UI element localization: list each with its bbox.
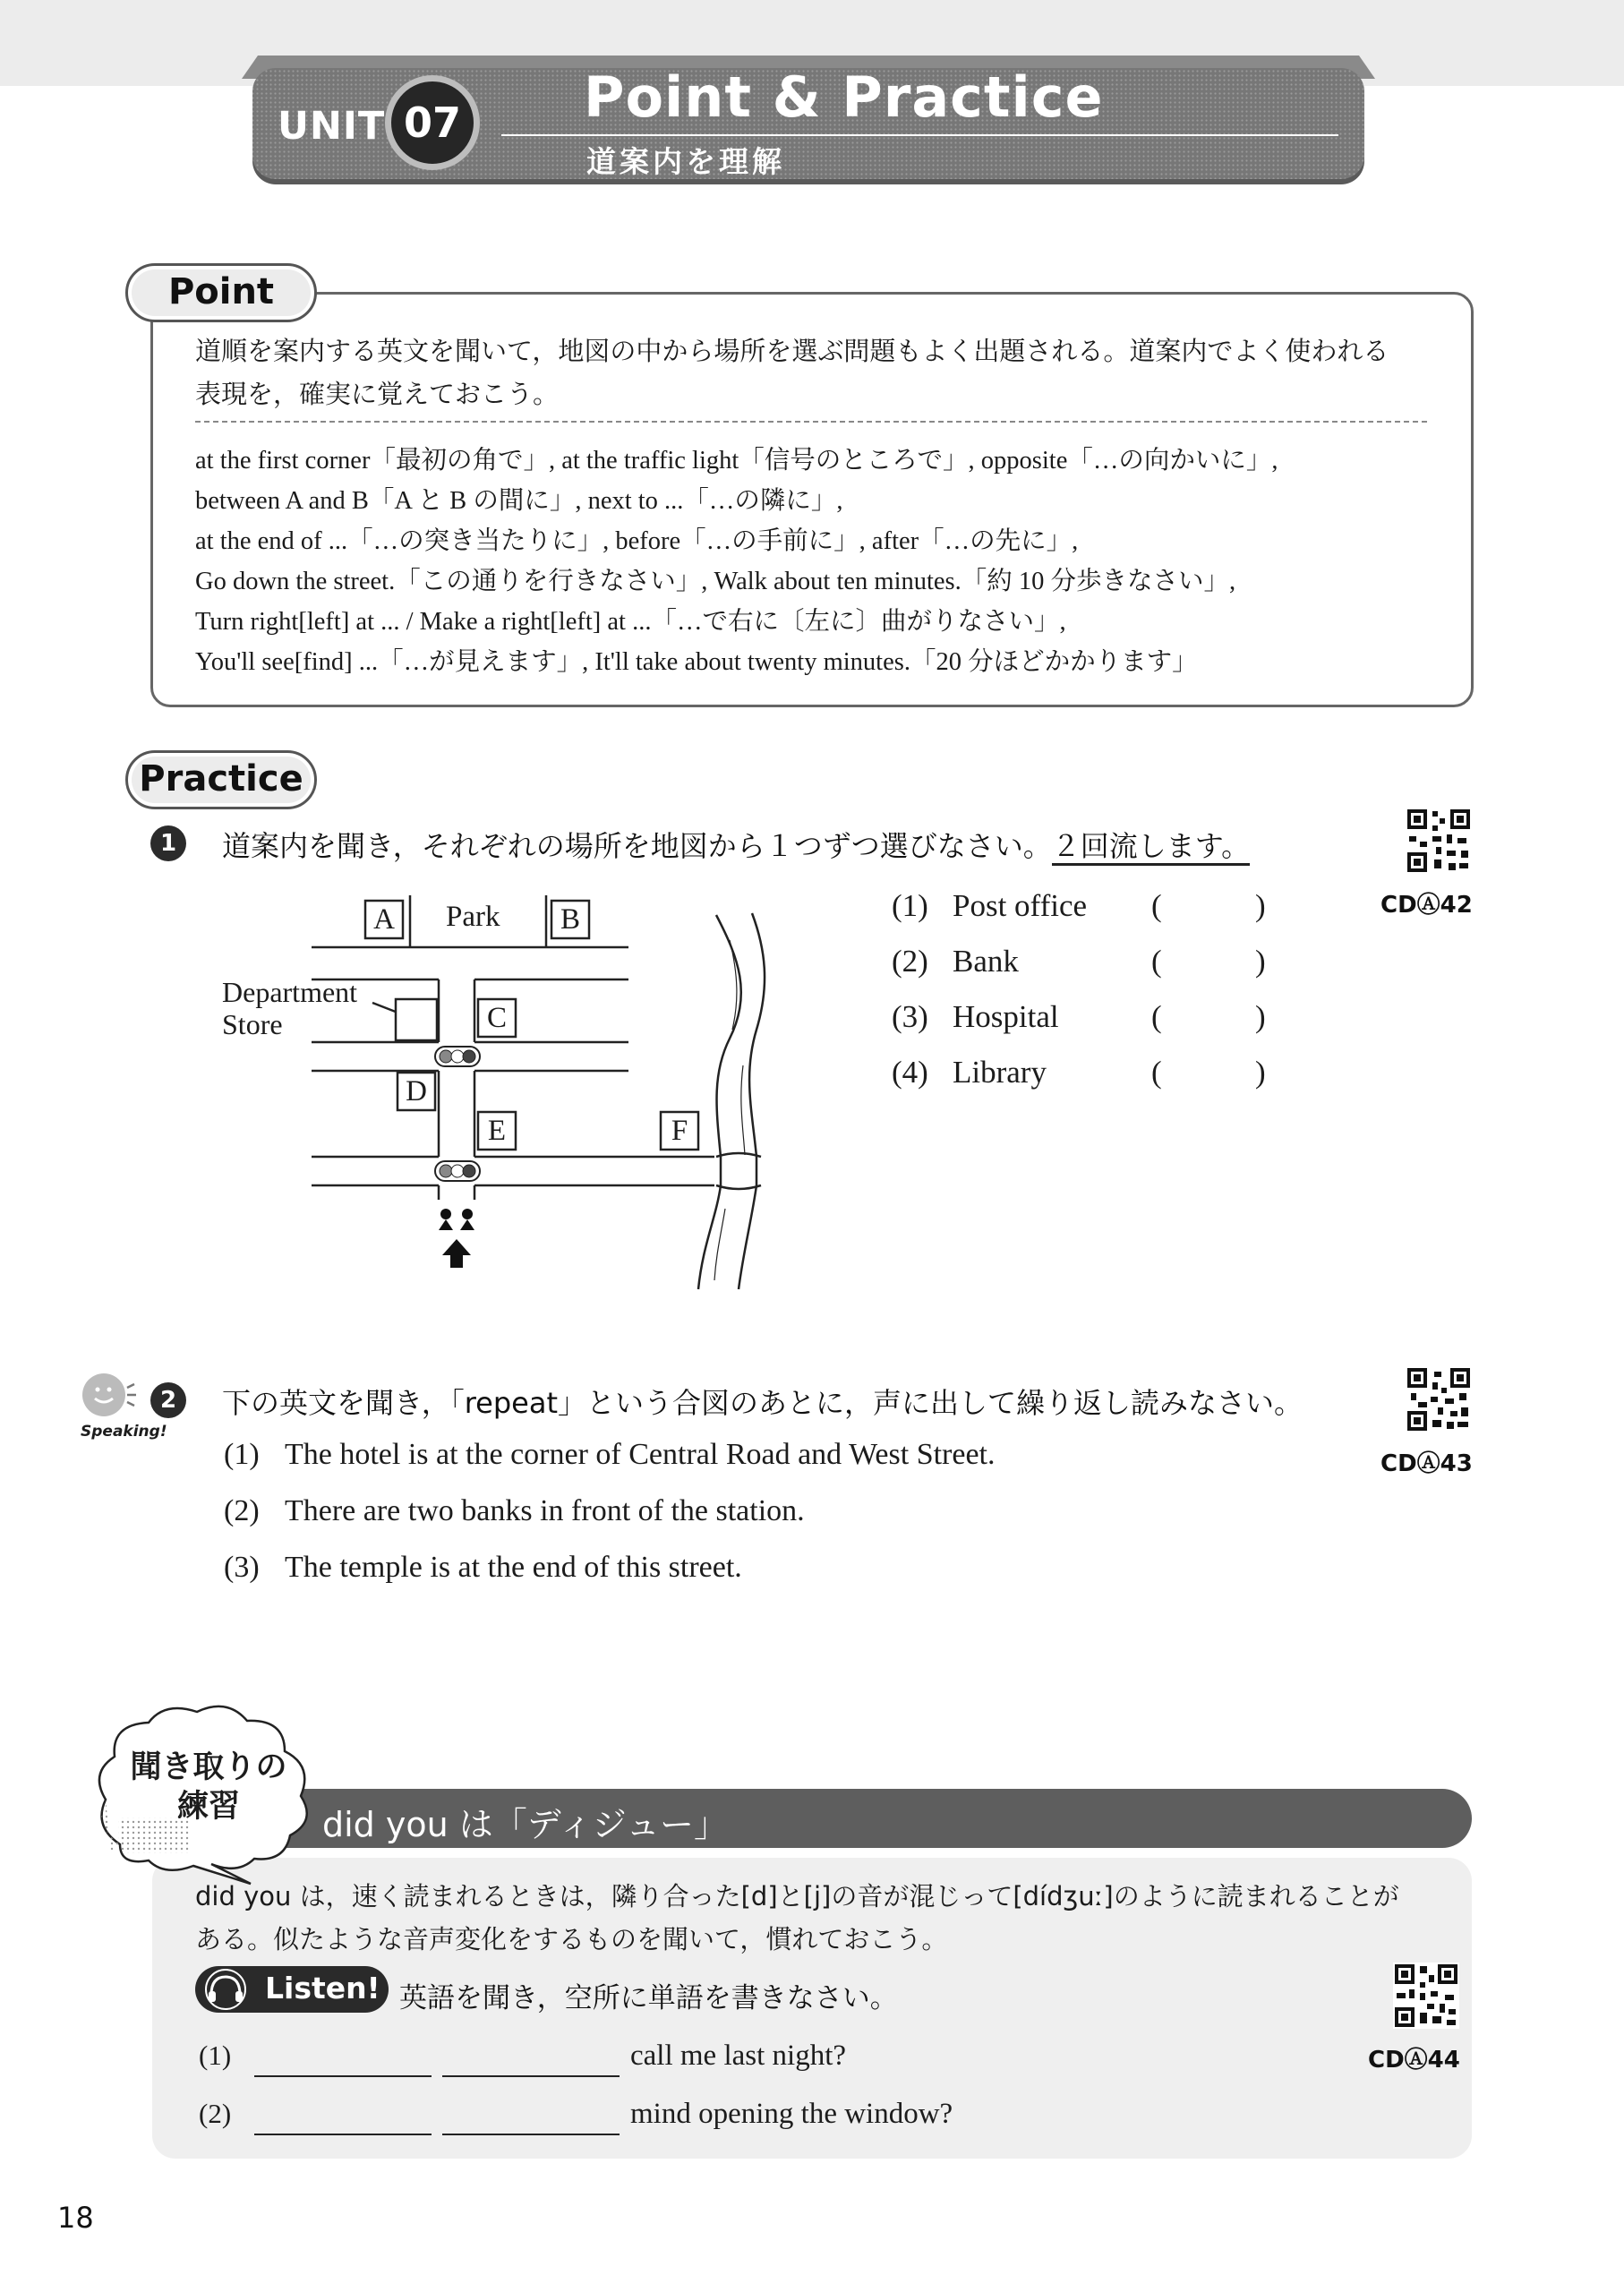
option-label: Library bbox=[953, 1055, 1047, 1090]
item-number: (1) bbox=[199, 2040, 232, 2071]
headphones-icon bbox=[201, 1968, 251, 2011]
question-1-instruction bbox=[222, 824, 1250, 865]
option-label: Post office bbox=[953, 888, 1088, 923]
unit-label: UNIT bbox=[278, 104, 386, 149]
sentence-text: There are two banks in front of the station. bbox=[285, 1494, 805, 1527]
point-divider bbox=[195, 421, 1427, 423]
speaking-label: Speaking! bbox=[81, 1423, 167, 1441]
expression-line: at the first corner「最初の角で」, at the traffic light「信号のところで」, opposite「…の向かいに」, bbox=[195, 447, 1278, 475]
map-label-park: Park bbox=[446, 901, 500, 933]
listen-label: Listen! bbox=[265, 1971, 380, 2006]
cd-track-label: CDⒶ43 bbox=[1380, 1450, 1473, 1477]
question-1-text: 道案内を聞き，それぞれの場所を地図から１つずつ選びなさい。 bbox=[222, 829, 1052, 863]
traffic-light-icon bbox=[435, 1161, 480, 1181]
answer-paren-close[interactable]: ) bbox=[1255, 944, 1266, 979]
question-2-instruction: 下の英文を聞き，「repeat」という合図のあとに，声に出して繰り返し読みなさい。 bbox=[222, 1386, 1303, 1420]
answer-paren-open[interactable]: ( bbox=[1151, 944, 1162, 979]
option-number: (2) bbox=[892, 944, 928, 979]
map-label-department-line2: Store bbox=[222, 1008, 283, 1040]
question-1-number: 1 bbox=[150, 825, 186, 861]
map-letter-f: F bbox=[671, 1115, 688, 1147]
title-divider bbox=[501, 134, 1338, 136]
option-number: (3) bbox=[892, 999, 928, 1034]
option-number: (4) bbox=[892, 1055, 928, 1090]
answer-paren-open[interactable]: ( bbox=[1151, 888, 1162, 923]
speaking-face-icon bbox=[81, 1372, 138, 1418]
expression-line: Turn right[left] at ... / Make a right[left] at ...「…で右に〔左に〕曲がりなさい」, bbox=[195, 608, 1066, 636]
unit-number-badge: 07 bbox=[385, 75, 480, 170]
sentence-text: The temple is at the end of this street. bbox=[285, 1551, 742, 1584]
people-icon bbox=[439, 1209, 474, 1230]
map-label-department bbox=[222, 976, 357, 1040]
expression-line: at the end of ...「…の突き当たりに」, before「…の手前に」, after「…の先に」, bbox=[195, 527, 1079, 555]
practice-label: Practice bbox=[125, 750, 317, 809]
map-letter-d: D bbox=[406, 1075, 427, 1108]
map-letter-a: A bbox=[373, 903, 395, 936]
listening-description bbox=[195, 1875, 1449, 1961]
item-number: (2) bbox=[199, 2098, 232, 2129]
answer-paren-open[interactable]: ( bbox=[1151, 999, 1162, 1034]
point-intro bbox=[195, 329, 1449, 415]
question-2-number: 2 bbox=[150, 1382, 186, 1418]
question-1-emphasis: ２回流します。 bbox=[1052, 829, 1250, 866]
point-intro-line: 表現を，確実に覚えておこう。 bbox=[195, 379, 560, 409]
answer-blank[interactable] bbox=[254, 2134, 432, 2135]
qr-code-icon[interactable] bbox=[1393, 1963, 1459, 2029]
expression-line: You'll see[find] ...「…が見えます」, It'll take about twenty minutes.「20 分ほどかかります」 bbox=[195, 648, 1198, 676]
item-text: mind opening the window? bbox=[630, 2098, 953, 2130]
map-letter-e: E bbox=[487, 1115, 507, 1147]
listening-desc-line: ある。似たような音声変化をするものを聞いて，慣れておこう。 bbox=[195, 1924, 948, 1954]
answer-paren-close[interactable]: ) bbox=[1255, 1055, 1266, 1090]
answer-paren-close[interactable]: ) bbox=[1255, 999, 1266, 1034]
point-intro-line: 道順を案内する英文を聞いて，地図の中から場所を選ぶ問題もよく出題される。道案内でよく使われる bbox=[195, 336, 1389, 366]
point-label: Point bbox=[125, 263, 317, 322]
page-title: Point & Practice bbox=[584, 64, 1104, 130]
option-number: (1) bbox=[892, 888, 928, 923]
answer-paren-open[interactable]: ( bbox=[1151, 1055, 1162, 1090]
bubble-text bbox=[124, 1748, 294, 1826]
bubble-line2: 練習 bbox=[176, 1788, 240, 1825]
map-letter-c: C bbox=[486, 1002, 507, 1034]
expression-list bbox=[195, 440, 1278, 682]
option-label: Hospital bbox=[953, 999, 1059, 1034]
sentence-number: (2) bbox=[224, 1494, 260, 1527]
answer-blank[interactable] bbox=[254, 2075, 432, 2077]
street-map bbox=[215, 886, 806, 1298]
page-subtitle: 道案内を理解 bbox=[586, 144, 785, 179]
listen-instruction: 英語を聞き，空所に単語を書きなさい。 bbox=[399, 1982, 898, 2014]
sentence-text: The hotel is at the corner of Central Road and West Street. bbox=[285, 1438, 996, 1471]
qr-code-icon[interactable] bbox=[1406, 1366, 1472, 1432]
listening-title: did you は「ディジュー」 bbox=[322, 1805, 728, 1844]
sentence-number: (3) bbox=[224, 1551, 260, 1584]
page-number: 18 bbox=[57, 2201, 94, 2235]
sentence-number: (1) bbox=[224, 1438, 260, 1471]
bubble-line1: 聞き取りの bbox=[130, 1749, 287, 1785]
item-text: call me last night? bbox=[630, 2040, 847, 2072]
map-letter-b: B bbox=[560, 903, 580, 936]
map-label-department-line1: Department bbox=[222, 976, 358, 1008]
option-label: Bank bbox=[953, 944, 1019, 979]
cd-track-label: CDⒶ42 bbox=[1380, 892, 1473, 919]
expression-line: between A and B「A と B の間に」, next to ...「…の隣に」, bbox=[195, 487, 843, 515]
up-arrow-icon bbox=[442, 1239, 471, 1268]
qr-code-icon[interactable] bbox=[1406, 808, 1472, 874]
expression-line: Go down the street.「この通りを行きなさい」, Walk about ten minutes.「約 10 分歩きなさい」, bbox=[195, 568, 1236, 595]
answer-paren-close[interactable]: ) bbox=[1255, 888, 1266, 923]
listening-desc-line: did you は，速く読まれるときは，隣り合った[d]と[j]の音が混じって[dídʒuː]のように読まれることが bbox=[195, 1881, 1399, 1911]
answer-blank[interactable] bbox=[442, 2075, 620, 2077]
answer-blank[interactable] bbox=[442, 2134, 620, 2135]
cd-track-label: CDⒶ44 bbox=[1368, 2047, 1460, 2074]
traffic-light-icon bbox=[435, 1047, 480, 1066]
